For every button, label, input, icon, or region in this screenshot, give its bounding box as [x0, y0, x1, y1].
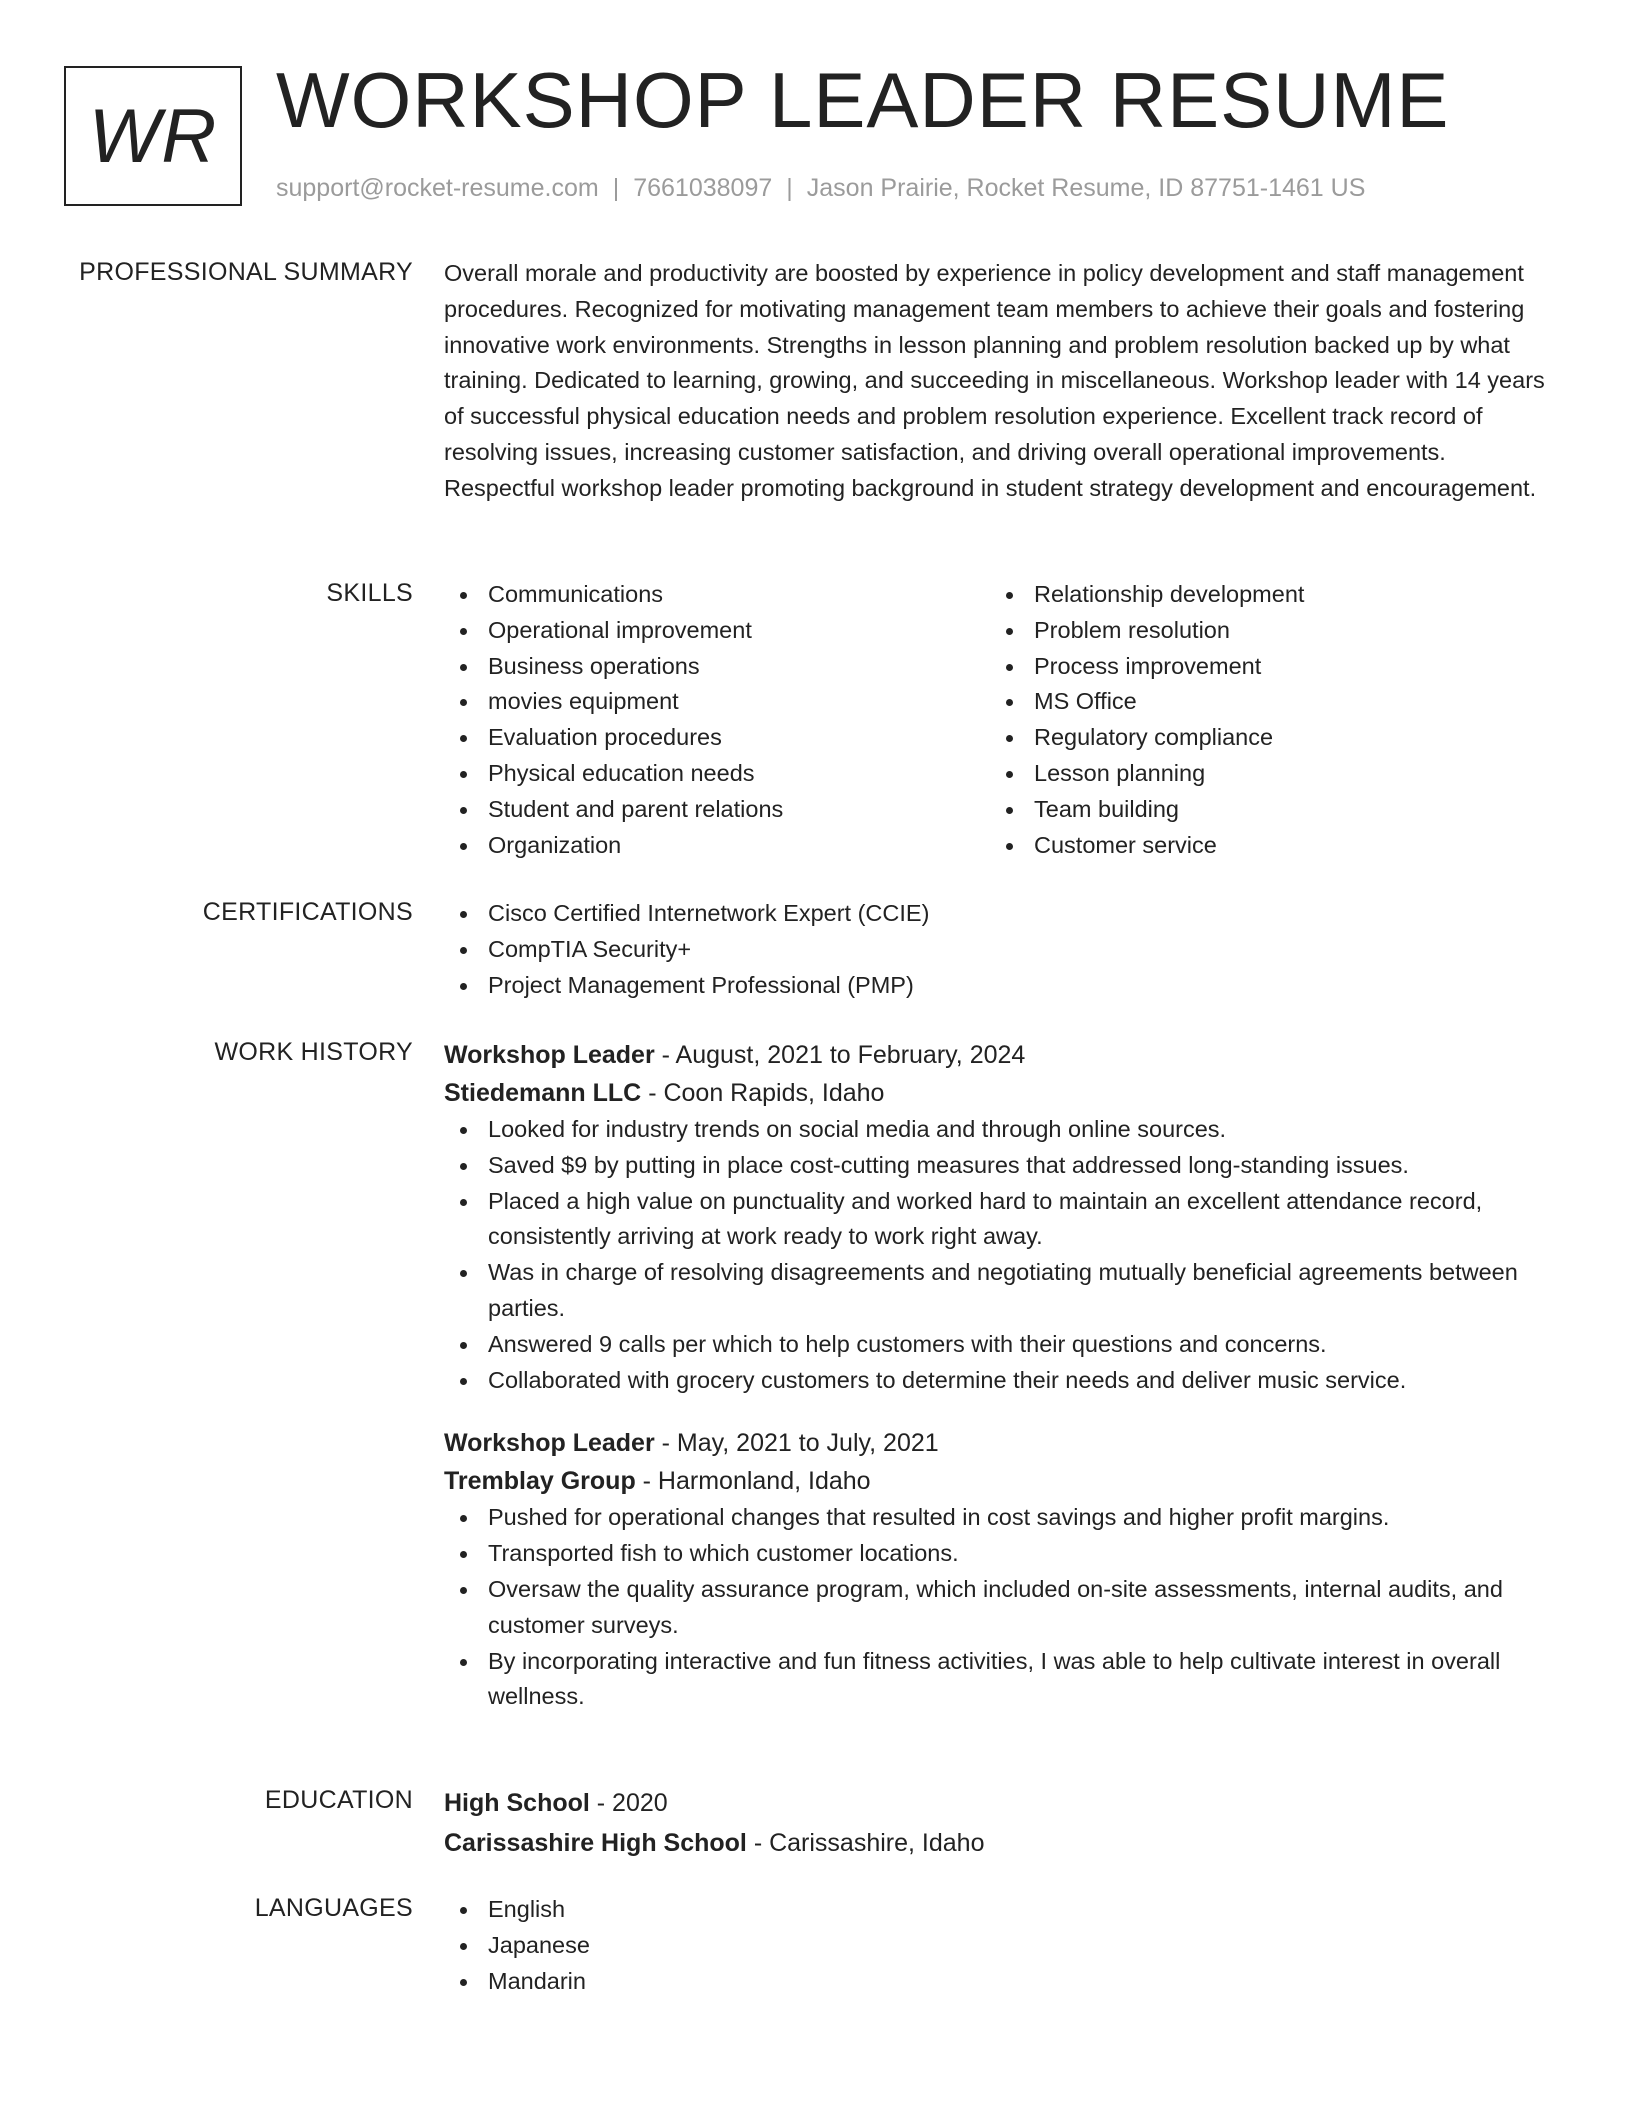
languages-heading: LANGUAGES [254, 1894, 413, 1922]
job-bullet: Pushed for operational changes that resulted in cost savings and higher profit margins. [444, 1500, 1554, 1536]
certifications-list [444, 896, 1554, 1003]
skills-heading: SKILLS [326, 579, 413, 607]
education-school: Carissashire High School [444, 1829, 747, 1857]
skill-item: Evaluation procedures [444, 720, 990, 756]
job-company: Stiedemann LLC [444, 1079, 642, 1107]
education-degree: High School [444, 1789, 590, 1817]
job-bullet: Collaborated with grocery customers to determine their needs and deliver music service. [444, 1363, 1554, 1399]
job-company: Tremblay Group [444, 1467, 636, 1496]
certification-item: CompTIA Security+ [444, 932, 1554, 968]
skill-item: MS Office [990, 684, 1536, 720]
skill-item: Operational improvement [444, 613, 990, 649]
job-location: - Harmonland, Idaho [635, 1467, 871, 1496]
education-school-line [444, 1824, 1554, 1862]
job-bullet: Looked for industry trends on social media and through online sources. [444, 1112, 1554, 1148]
work-history-heading: WORK HISTORY [214, 1038, 413, 1066]
education-location: - Carissashire, Idaho [746, 1829, 985, 1857]
job-title: Workshop Leader [444, 1429, 655, 1458]
job-bullet: Answered 9 calls per which to help customers with their questions and concerns. [444, 1327, 1554, 1363]
skill-item: Business operations [444, 649, 990, 685]
job-location: - Coon Rapids, Idaho [641, 1079, 885, 1107]
contact-phone[interactable]: 7661038097 [633, 174, 773, 202]
job-company-line [444, 1074, 1554, 1112]
skill-item: Lesson planning [990, 756, 1536, 792]
job-bullet: By incorporating interactive and fun fitness activities, I was able to help cultivate interest in overall wellness. [444, 1644, 1554, 1716]
summary-heading: PROFESSIONAL SUMMARY [79, 258, 413, 286]
resume-title: WORKSHOP LEADER RESUME [276, 56, 1450, 144]
job-bullets [444, 1112, 1554, 1398]
skill-item: Student and parent relations [444, 792, 990, 828]
education-year: - 2020 [589, 1789, 668, 1817]
contact-address: Jason Prairie, Rocket Resume, ID 87751-1461 US [806, 174, 1366, 202]
language-item: English [444, 1892, 1554, 1928]
contact-line [276, 174, 1365, 203]
skill-item: Relationship development [990, 577, 1536, 613]
skill-item: Regulatory compliance [990, 720, 1536, 756]
summary-text: Overall morale and productivity are boosted by experience in policy development and staff management procedures. Recognized for motivating management team members to achieve their goals and fostering innovative work environments. Strengths in lesson planning and problem resolution backed up by what training. Dedicated to learning, growing, and succeeding in miscellaneous. Workshop leader with 14 years of successful physical education needs and problem resolution experience. Excellent track record of resolving issues, increasing customer satisfaction, and driving overall operational improvements. Respectful workshop leader promoting background in student strategy development and encouragement. [444, 260, 1545, 501]
skills-list-left [444, 577, 990, 863]
skill-item: Communications [444, 577, 990, 613]
language-item: Japanese [444, 1928, 1554, 1964]
contact-separator: | [612, 174, 620, 202]
job-company-line [444, 1462, 1554, 1500]
job-bullet: Transported fish to which customer locations. [444, 1536, 1554, 1572]
monogram-logo: WR [64, 66, 242, 206]
job-bullet: Saved $9 by putting in place cost-cutting measures that addressed long-standing issues. [444, 1148, 1554, 1184]
job-title-line [444, 1424, 1554, 1462]
job-dates: - August, 2021 to February, 2024 [654, 1041, 1026, 1069]
education-degree-line [444, 1784, 1554, 1822]
certification-item: Project Management Professional (PMP) [444, 968, 1554, 1004]
contact-email[interactable]: support@rocket-resume.com [276, 174, 599, 202]
job-bullets [444, 1500, 1554, 1715]
skill-item: Problem resolution [990, 613, 1536, 649]
job-bullet: Placed a high value on punctuality and worked hard to maintain an excellent attendance record, consistently arriving at work ready to work right away. [444, 1184, 1554, 1256]
skills-list-right [990, 577, 1536, 863]
job-bullet: Was in charge of resolving disagreements and negotiating mutually beneficial agreements between parties. [444, 1255, 1554, 1327]
job-bullet: Oversaw the quality assurance program, which included on-site assessments, internal audits, and customer surveys. [444, 1572, 1554, 1644]
language-item: Mandarin [444, 1964, 1554, 2000]
job-entry [444, 1036, 1554, 1398]
job-title: Workshop Leader [444, 1041, 655, 1069]
certifications-heading: CERTIFICATIONS [202, 898, 413, 926]
languages-list [444, 1892, 1554, 1999]
job-dates: - May, 2021 to July, 2021 [654, 1429, 939, 1458]
skill-item: Customer service [990, 828, 1536, 864]
job-title-line [444, 1036, 1554, 1074]
skill-item: movies equipment [444, 684, 990, 720]
skill-item: Physical education needs [444, 756, 990, 792]
skill-item: Organization [444, 828, 990, 864]
certification-item: Cisco Certified Internetwork Expert (CCIE) [444, 896, 1554, 932]
job-entry [444, 1424, 1554, 1715]
skill-item: Process improvement [990, 649, 1536, 685]
contact-separator: | [786, 174, 793, 202]
skill-item: Team building [990, 792, 1536, 828]
education-heading: EDUCATION [264, 1786, 413, 1814]
